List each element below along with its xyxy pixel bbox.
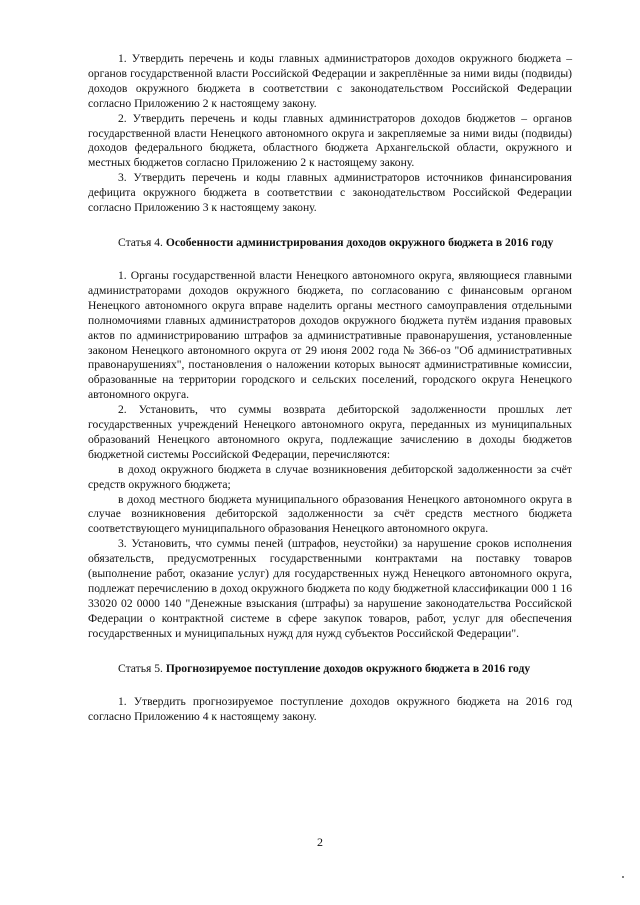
article3-paragraph-2: 2. Утвердить перечень и коды главных администраторов доходов бюджетов – органов государственной власти Ненецкого автономного округа и закрепляемые за ними виды (подвиды) доходов федерального бюджета, областного бюджета Архангельской области, окружного и местных бюджетов согласно Приложению 2 к настоящему закону. <box>88 111 572 170</box>
article5-title: Прогнозируемое поступление доходов окружного бюджета в 2016 году <box>165 661 531 675</box>
scan-artifact <box>622 876 624 878</box>
article5-paragraph-1: 1. Утвердить прогнозируемое поступление доходов окружного бюджета на 2016 год согласно Приложению 4 к настоящему закону. <box>88 694 572 723</box>
article4-paragraph-2: 2. Установить, что суммы возврата дебиторской задолженности прошлых лет государственных учреждений Ненецкого автономного округа, переданных из муниципальных образований Ненецкого автономного округа, подлежащие зачислению в доходы бюджетов бюджетной системы Российской Федерации, перечисляются: <box>88 403 572 461</box>
article4-label: Статья 4. <box>118 235 163 249</box>
article3-paragraph-3: 3. Утвердить перечень и коды главных администраторов источников финансирования дефицита окружного бюджета в соответствии с законодательством Российской Федерации согласно Приложению 3 к настоящему закону. <box>88 171 572 215</box>
article4-paragraph-4: в доход местного бюджета муниципального образования Ненецкого автономного округа в случае возникновения дебиторской задолженности за счёт средств местного бюджета соответствующего муниципального образования Ненецкого автономного округа. <box>88 492 572 536</box>
article4-paragraph-5: 3. Установить, что суммы пеней (штрафов, неустойки) за нарушение сроков исполнения обязательств, предусмотренных государственными контрактами на поставку товаров (выполнение работ, оказание услуг) для государственных нужд Ненецкого автономного округа, подлежат перечислению в доход окружного бюджета по коду бюджетной классификации 000 1 16 33020 02 0000 140 "Денежные взыскания (штрафы) за нарушение законодательства Российской Федерации о контрактной системе в сфере закупок товаров, работ, услуг для обеспечения государственных и муниципальных нужд для нужд субъектов Российской Федерации". <box>88 537 572 640</box>
article4-paragraph-3: в доход окружного бюджета в случае возникновения дебиторской задолженности за счёт средств окружного бюджета; <box>88 462 572 491</box>
page-number: 2 <box>317 835 323 849</box>
article3-paragraph-1: 1. Утвердить перечень и коды главных администраторов доходов окружного бюджета – органов государственной власти Российской Федерации и закреплённые за ними виды (подвиды) доходов окружного бюджета в соответствии с законодательством Российской Федерации согласно Приложению 2 к настоящему закону. <box>88 52 572 110</box>
article4-title: Особенности администрирования доходов окружного бюджета в 2016 году <box>165 235 554 249</box>
document-page <box>88 52 572 724</box>
article5-heading <box>88 661 572 676</box>
article5-label: Статья 5. <box>118 661 163 675</box>
article4-paragraph-1: 1. Органы государственной власти Ненецкого автономного округа, являющиеся главными администраторами доходов окружного бюджета, по согласованию с финансовым органом Ненецкого автономного округа вправе наделить органы местного самоуправления отдельными полномочиями главных администраторов доходов окружного бюджета путём издания правовых актов по администрированию штрафов за административные правонарушения, установленные законом Ненецкого автономного округа от 29 июня 2002 года № 366-оз "Об административных правонарушениях", постановления о наложении которых выносят административные комиссии, образованные на территории городского и сельских поселений, городского округа Ненецкого автономного округа. <box>88 268 572 402</box>
article4-heading <box>88 235 572 250</box>
